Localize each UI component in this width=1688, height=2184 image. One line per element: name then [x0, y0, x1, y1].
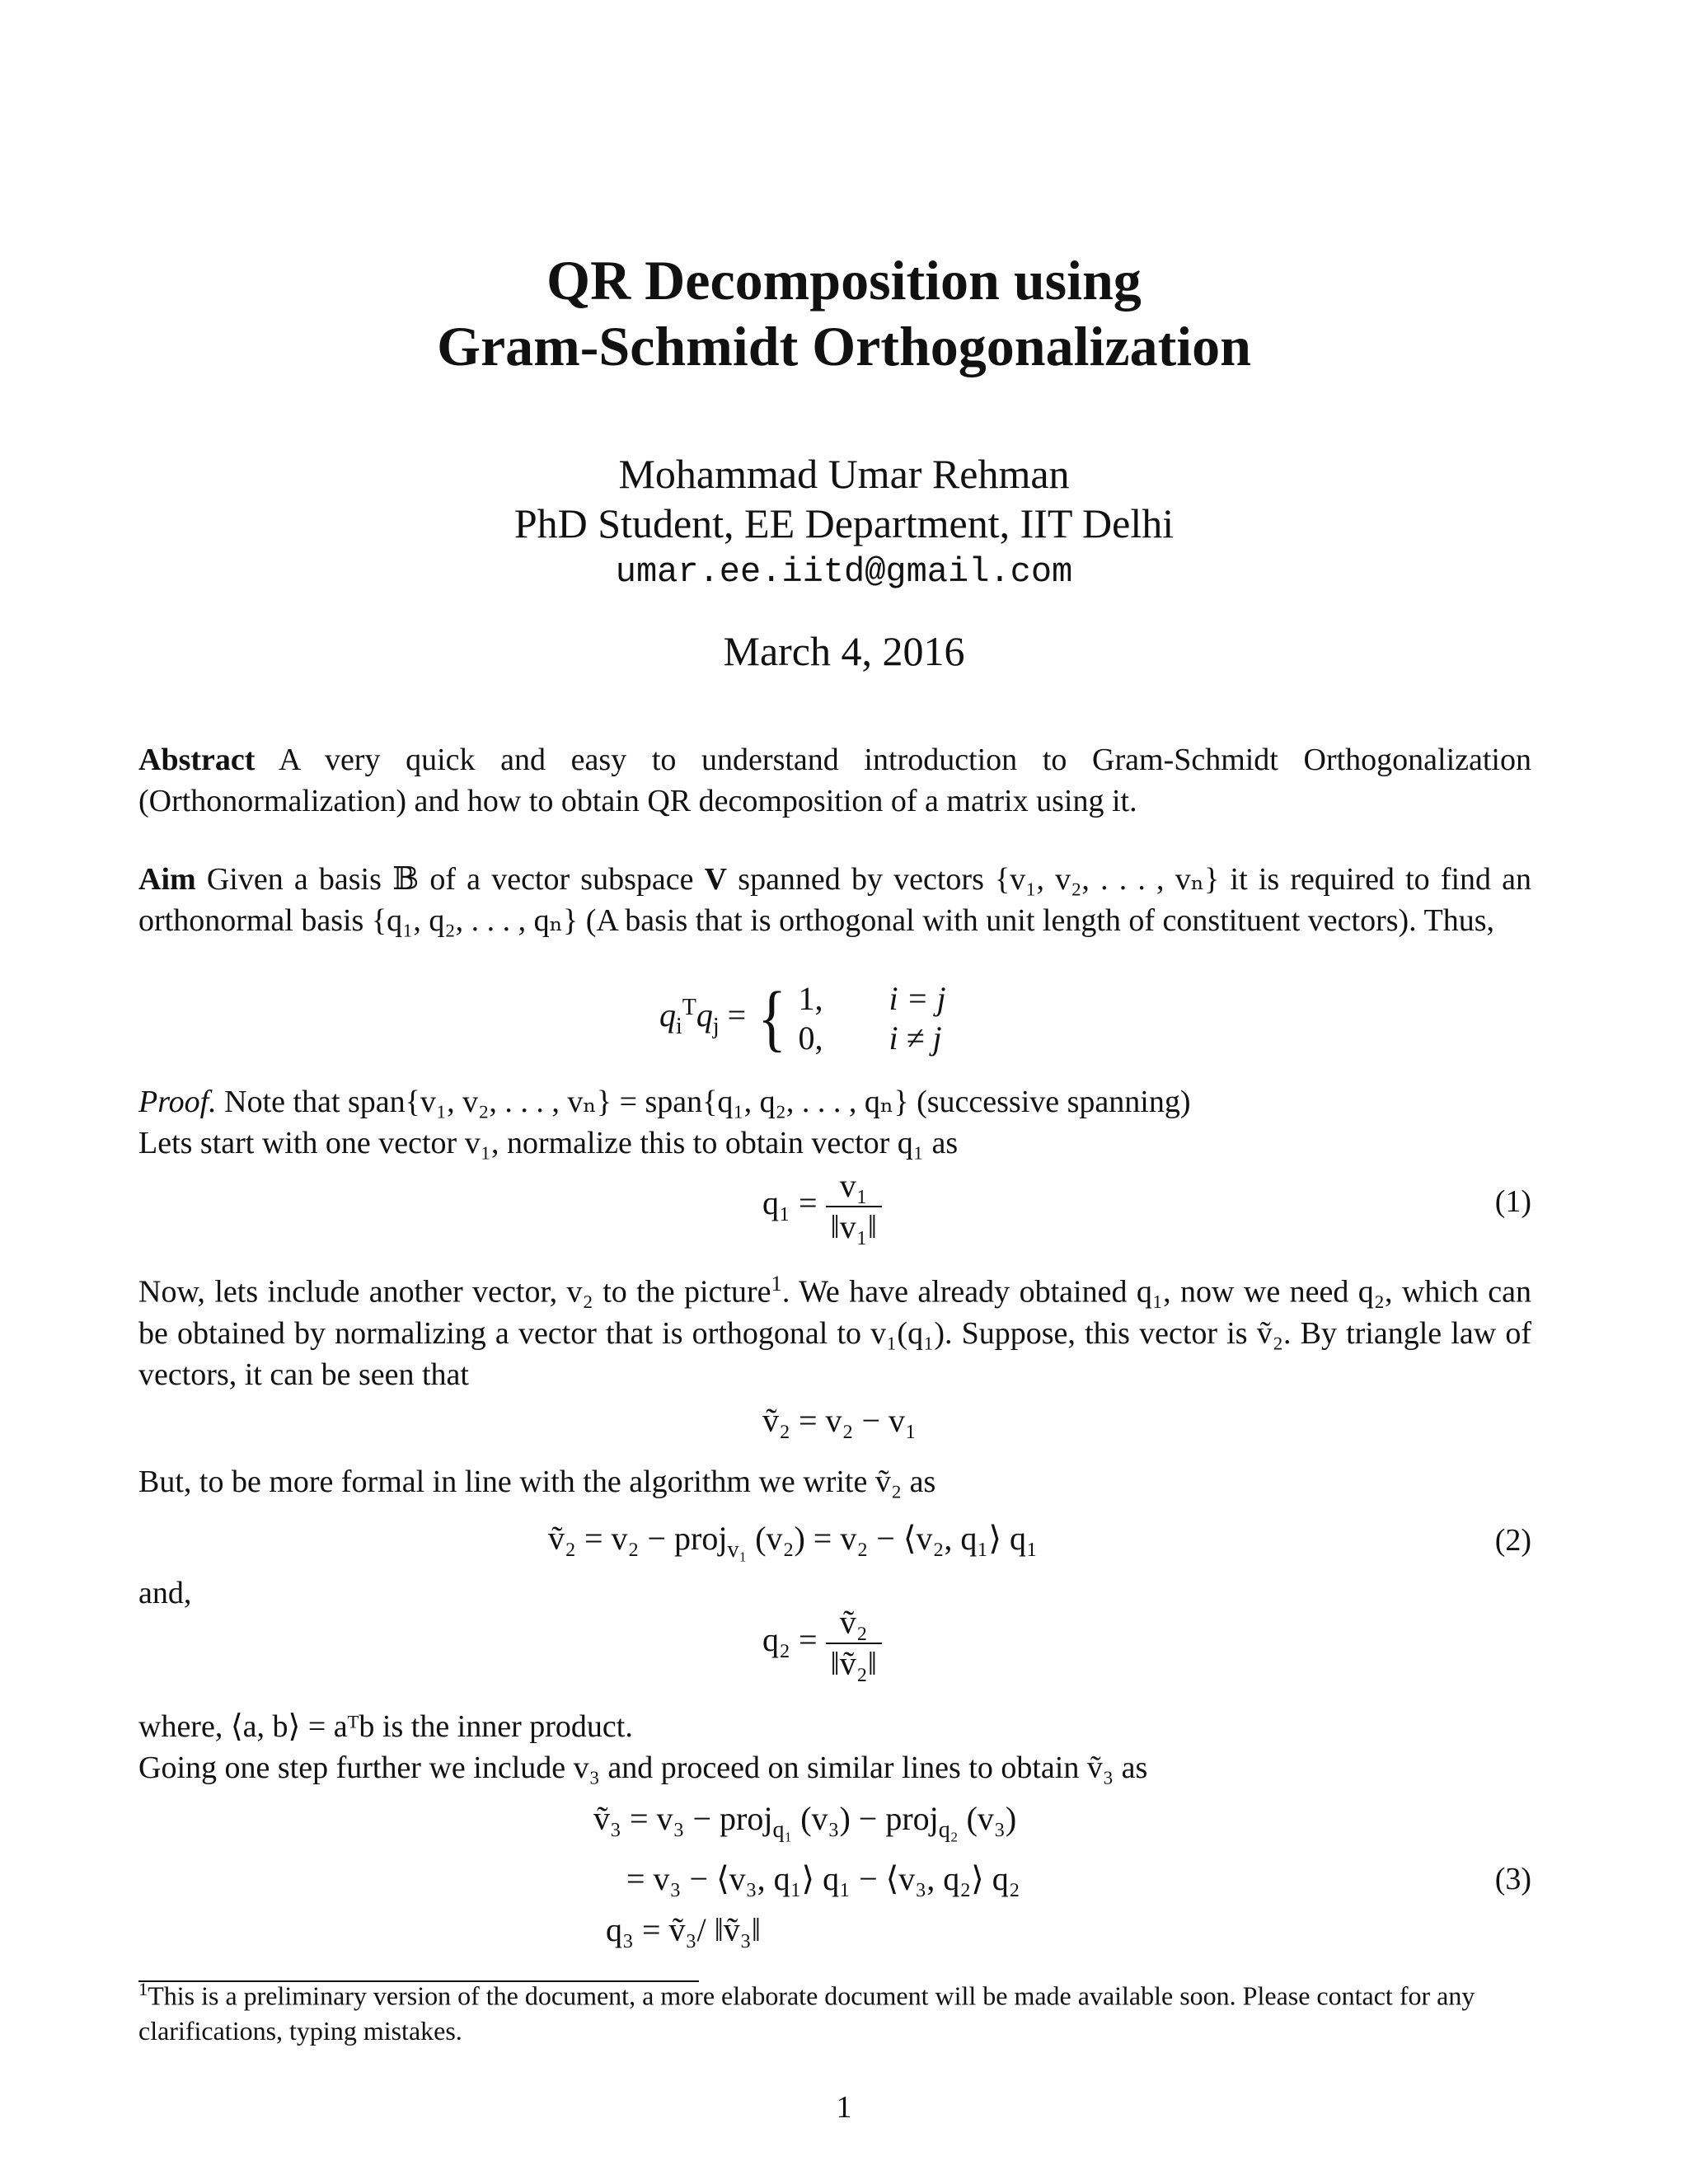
author-name: Mohammad Umar Rehman — [618, 451, 1070, 497]
q2-numerator: ṽ₂ — [826, 1603, 882, 1644]
eq-equals: = — [727, 996, 747, 1034]
author-affiliation: PhD Student, EE Department, IIT Delhi — [513, 500, 1175, 546]
para-but: But, to be more formal in line with the algorithm we write ṽ₂ as — [138, 1465, 936, 1499]
aim-paragraph — [138, 859, 1531, 941]
para-going: Going one step further we include v₃ and proceed on similar lines to obtain ṽ₃ as — [138, 1750, 1148, 1785]
footnote — [138, 1972, 1540, 2048]
aim-text-before: Given a basis — [206, 862, 382, 897]
case1-condition: i = j — [889, 980, 946, 1017]
aim-text-after: spanned by vectors {v₁, v₂, . . . , vₙ} it is required to find an orthonormal basis {q₁, q₂, . . . , qₙ} (A basis that is orthogonal with unit length of constituent vectors). Thus, — [138, 862, 1532, 938]
equation-3-line-3: q₃ = ṽ₃/ ‖ṽ₃‖ — [606, 1911, 761, 1948]
footnote-text: This is a preliminary version of the document, a more elaborate document will be made available soon. Please contact for any clarifications, typing mistakes. — [138, 1980, 1475, 2046]
title-line-1: QR Decomposition using — [546, 249, 1142, 312]
equation-1 — [762, 1166, 882, 1247]
footnote-number: 1 — [138, 1979, 148, 1999]
case1-value: 1, — [798, 980, 823, 1017]
title-line-2: Gram-Schmidt Orthogonalization — [437, 315, 1251, 377]
eq2-subscript: v₁ — [727, 1537, 748, 1563]
para-where: where, ⟨a, b⟩ = aᵀb is the inner product. — [138, 1709, 633, 1744]
equation-1-number: (1) — [1494, 1184, 1531, 1219]
q2-fraction — [826, 1603, 882, 1684]
page-number: 1 — [836, 2090, 852, 2125]
cases-block — [798, 979, 945, 1058]
eq1-lhs: q₁ = — [762, 1184, 818, 1222]
case2-value: 0, — [798, 1019, 823, 1057]
author-email: umar.ee.iitd@gmail.com — [615, 552, 1073, 592]
proof-line-2: Lets start with one vector v₁, normalize this to obtain vector q₁ as — [138, 1126, 959, 1160]
aim-label: Aim — [138, 862, 196, 897]
proof-line-1: Note that span{v₁, v₂, . . . , vₙ} = span{q₁, q₂, . . . , qₙ} (successive spanning) — [224, 1085, 1191, 1119]
proof-label: Proof. — [138, 1085, 217, 1119]
eq3-line1-b: (v₃) − proj — [792, 1800, 939, 1837]
equation-2 — [548, 1519, 1038, 1570]
q2-denominator: ‖ṽ₂‖ — [830, 1645, 877, 1682]
equation-3-line-2: = v₃ − ⟨v₃, q₁⟩ q₁ − ⟨v₃, q₂⟩ q₂ — [626, 1860, 1020, 1897]
footnote-mark: 1 — [771, 1271, 782, 1296]
eq3-line1-a: ṽ₃ = v₃ − proj — [593, 1800, 773, 1837]
triangle-equation: ṽ₂ = v₂ − v₁ — [762, 1402, 917, 1439]
eq-sub-i: i — [676, 1014, 682, 1040]
eq1-denominator: ‖v₁‖ — [830, 1208, 877, 1245]
basis-symbol: 𝔹 — [392, 862, 420, 897]
equation-2-number: (2) — [1494, 1523, 1531, 1558]
eq-q-i: q — [659, 996, 676, 1034]
eq2-text-1: ṽ₂ = v₂ − proj — [548, 1520, 728, 1557]
equation-3-number: (3) — [1494, 1862, 1531, 1896]
abstract-label: Abstract — [138, 743, 256, 777]
q2-lhs: q₂ = — [762, 1621, 818, 1659]
eq2-text-2: (v₂) = v₂ − ⟨v₂, q₁⟩ q₁ — [747, 1520, 1038, 1557]
q2-equation — [762, 1603, 882, 1684]
and-text: and, — [138, 1576, 192, 1610]
left-brace-glyph: { — [757, 977, 787, 1059]
paper-title — [0, 247, 1688, 379]
para-now-text-2: . We have already obtained q₁, now we need q₂, which can be obtained by normalizing a vector that is orthogonal to v₁(q₁). Suppose, this vector is ṽ₂. By triangle law of vectors, it can be seen that — [138, 1274, 1531, 1392]
eq3-sub-2: q₂ — [938, 1817, 959, 1843]
eq3-sub-1: q₁ — [772, 1817, 793, 1843]
eq3-line1-c: (v₃) — [958, 1800, 1017, 1837]
abstract-text: A very quick and easy to understand introduction to Gram-Schmidt Orthogonalization (Orthonormalization) and how to obtain QR decomposition of a matrix using it. — [138, 743, 1531, 818]
orthonormality-equation — [659, 979, 946, 1058]
abstract-paragraph — [138, 739, 1531, 822]
eq1-fraction — [826, 1166, 882, 1247]
proof-paragraph — [138, 1081, 1531, 1164]
equation-3-line-1 — [593, 1799, 1016, 1850]
eq1-numerator: v₁ — [826, 1166, 882, 1207]
eq-sub-j: j — [712, 1014, 720, 1040]
case2-condition: i ≠ j — [889, 1019, 942, 1057]
eq-sup-t: T — [682, 994, 696, 1020]
para-where-going — [138, 1706, 1531, 1788]
para-now-text-1: Now, lets include another vector, v₂ to the picture — [138, 1274, 771, 1310]
paper-date: March 4, 2016 — [723, 628, 965, 674]
space-symbol: V — [704, 862, 728, 897]
aim-text-mid: of a vector subspace — [429, 862, 694, 897]
eq-q-j: q — [696, 996, 713, 1034]
para-now — [138, 1263, 1531, 1395]
